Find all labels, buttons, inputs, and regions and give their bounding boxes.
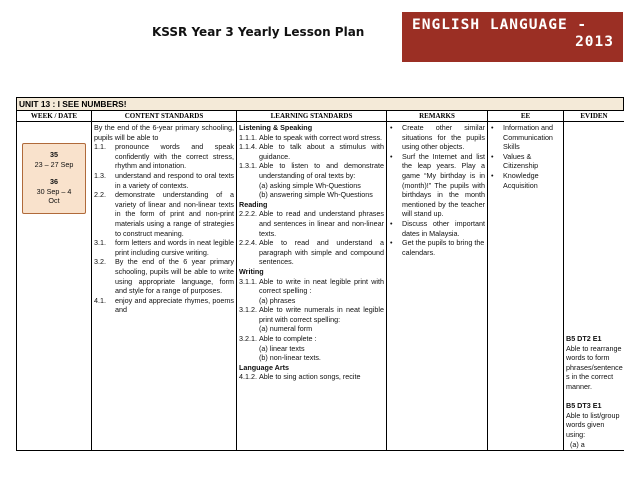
learning-item-text: Able to listen to and demonstrate understanding of oral texts by: xyxy=(259,161,384,180)
learning-item xyxy=(239,161,384,180)
col-header-learning-standards: LEARNING STANDARDS xyxy=(237,111,387,122)
ee-text: Knowledge Acquisition xyxy=(503,170,539,190)
learning-item-number: 3.1.1. xyxy=(239,276,257,286)
week-date: 30 Sep – 4 xyxy=(36,186,72,196)
remark-text: Surf the Internet and list the leap years. Play a game “My birthday is in (month)!” The pupils with birthdays in the month mentioned by the teacher will stand up. xyxy=(402,151,485,219)
learning-item xyxy=(239,209,384,238)
learning-item xyxy=(239,372,384,382)
learning-item-number: 2.2.4. xyxy=(239,238,257,248)
col-header-content-standards: CONTENT STANDARDS xyxy=(92,111,237,122)
subject-banner xyxy=(402,12,623,62)
bullet-icon: • xyxy=(390,151,393,161)
ee-text: Values & Citizenship xyxy=(503,151,539,171)
col-header-remarks: REMARKS xyxy=(387,111,488,122)
content-item xyxy=(94,257,234,295)
col-header-ee: EE xyxy=(488,111,564,122)
learning-item xyxy=(239,305,384,324)
learning-item-text: Able to write in neat legible print with correct spelling : xyxy=(259,276,384,296)
lesson-plan-sheet xyxy=(16,97,624,493)
content-item-number: 2.2. xyxy=(94,190,106,200)
learning-item-number: 3.1.2. xyxy=(239,305,257,315)
content-item-text: understand and respond to oral texts in a variety of contexts. xyxy=(115,170,234,190)
remarks-cell xyxy=(387,122,488,451)
content-item xyxy=(94,190,234,238)
week-number: 36 xyxy=(50,177,58,187)
subject-line-2: 2013 xyxy=(575,34,614,50)
content-item-number: 1.3. xyxy=(94,170,106,180)
bullet-icon: • xyxy=(390,218,393,228)
learning-item xyxy=(239,277,384,296)
learning-item xyxy=(239,334,384,344)
bullet-icon: • xyxy=(491,151,494,161)
content-item-number: 3.2. xyxy=(94,257,106,267)
content-item xyxy=(94,296,234,315)
bullet-icon: • xyxy=(390,123,393,132)
table-header-row xyxy=(17,111,625,122)
week-number: 35 xyxy=(50,150,58,159)
learning-subitem: (b) non-linear texts. xyxy=(259,353,321,363)
evidence-text: Able to rearrange words to form phrases/sentence s in the correct manner. xyxy=(566,343,623,391)
list-item xyxy=(490,171,561,190)
learning-item-number: 1.1.1. xyxy=(239,132,257,142)
learning-item-number: 4.1.2. xyxy=(239,372,257,382)
learning-item xyxy=(239,142,384,161)
remarks-list xyxy=(389,123,485,257)
content-item-text: By the end of the 6 year primary schooling, pupils will be able to write using appropriate language, form and style for a range of purposes. xyxy=(115,257,234,296)
week-date-box xyxy=(22,143,86,214)
table-row xyxy=(17,122,625,451)
learning-item-text: Able to write numerals in neat legible print with correct spelling: xyxy=(259,305,384,324)
evidence-code: B5 DT2 E1 xyxy=(566,334,602,343)
learning-item-number: 1.1.4. xyxy=(239,142,257,152)
remark-text: Get the pupils to bring the calendars. xyxy=(402,238,485,257)
lesson-plan-table xyxy=(16,110,624,451)
content-intro: By the end of the 6-year primary schooling, pupils will be able to xyxy=(94,123,234,142)
skill-heading: Language Arts xyxy=(239,362,290,372)
learning-item-text: Able to sing action songs, recite xyxy=(259,372,361,382)
evidence-text: Able to list/group words given using: xyxy=(566,410,620,439)
learning-item-number: 3.2.1. xyxy=(239,334,257,344)
learning-item xyxy=(239,238,384,267)
content-item xyxy=(94,171,234,190)
learning-item-number: 2.2.2. xyxy=(239,209,257,219)
list-item xyxy=(389,152,485,219)
content-item-text: form letters and words in neat legible print including cursive writing. xyxy=(115,238,234,257)
learning-subitem: (b) answering simple Wh-Questions xyxy=(259,190,373,200)
skill-heading: Reading xyxy=(239,199,268,209)
evidence-cell xyxy=(564,122,625,451)
learning-subitem: (a) linear texts xyxy=(259,343,305,353)
subject-line-1: ENGLISH LANGUAGE - xyxy=(412,17,588,33)
learning-standards-cell xyxy=(237,122,387,451)
learning-item-text: Able to complete : xyxy=(259,334,317,344)
content-standards-cell xyxy=(92,122,237,451)
evidence-code: B5 DT3 E1 xyxy=(566,401,602,411)
learning-item-text: Able to talk about a stimulus with guidance. xyxy=(259,142,384,161)
bullet-icon: • xyxy=(390,238,393,248)
week-date: Oct xyxy=(48,196,60,206)
learning-item-text: Able to read and understand a paragraph with simple and compound sentences. xyxy=(259,238,384,267)
list-item xyxy=(389,238,485,257)
learning-item xyxy=(239,133,384,143)
content-item-number: 1.1. xyxy=(94,142,106,152)
content-item-text: enjoy and appreciate rhymes, poems and xyxy=(115,295,234,315)
list-item xyxy=(389,123,485,152)
skill-heading: Listening & Speaking xyxy=(239,123,313,132)
col-header-week: WEEK / DATE xyxy=(17,111,92,122)
content-item xyxy=(94,142,234,171)
document-title: KSSR Year 3 Yearly Lesson Plan xyxy=(152,25,365,39)
bullet-icon: • xyxy=(491,123,494,132)
learning-item-text: Able to speak with correct word stress. xyxy=(259,132,383,142)
week-cell xyxy=(17,122,92,451)
week-date: 23 – 27 Sep xyxy=(34,159,74,169)
unit-title: UNIT 13 : I SEE NUMBERS! xyxy=(16,97,624,110)
content-item-number: 3.1. xyxy=(94,238,106,248)
learning-subitem: (a) asking simple Wh-Questions xyxy=(259,180,361,190)
learning-subitem: (a) numeral form xyxy=(259,324,313,334)
remark-text: Create other similar situations for the pupils using other objects. xyxy=(402,123,485,152)
ee-list xyxy=(490,123,561,190)
col-header-evidence: EVIDEN xyxy=(564,111,625,122)
list-item xyxy=(490,152,561,171)
learning-item-number: 1.3.1. xyxy=(239,161,257,171)
content-item xyxy=(94,238,234,257)
learning-subitem: (a) phrases xyxy=(259,295,296,305)
ee-text: Information and Communication Skills xyxy=(503,123,553,152)
remark-text: Discuss other important dates in Malaysia. xyxy=(402,218,485,238)
evidence-subitem: (a) a xyxy=(570,439,585,449)
list-item xyxy=(389,219,485,238)
skill-heading: Writing xyxy=(239,266,264,276)
list-item xyxy=(490,123,561,152)
content-item-text: demonstrate understanding of a variety of linear and non-linear texts in the form of print and non-print materials using a range of strategies to construct meaning. xyxy=(115,190,234,238)
bullet-icon: • xyxy=(491,170,494,180)
content-item-text: pronounce words and speak confidently with the correct stress, rhythm and intonation. xyxy=(115,142,234,171)
learning-item-text: Able to read and understand phrases and sentences in linear and non-linear texts. xyxy=(259,209,384,238)
content-item-number: 4.1. xyxy=(94,295,106,305)
ee-cell xyxy=(488,122,564,451)
